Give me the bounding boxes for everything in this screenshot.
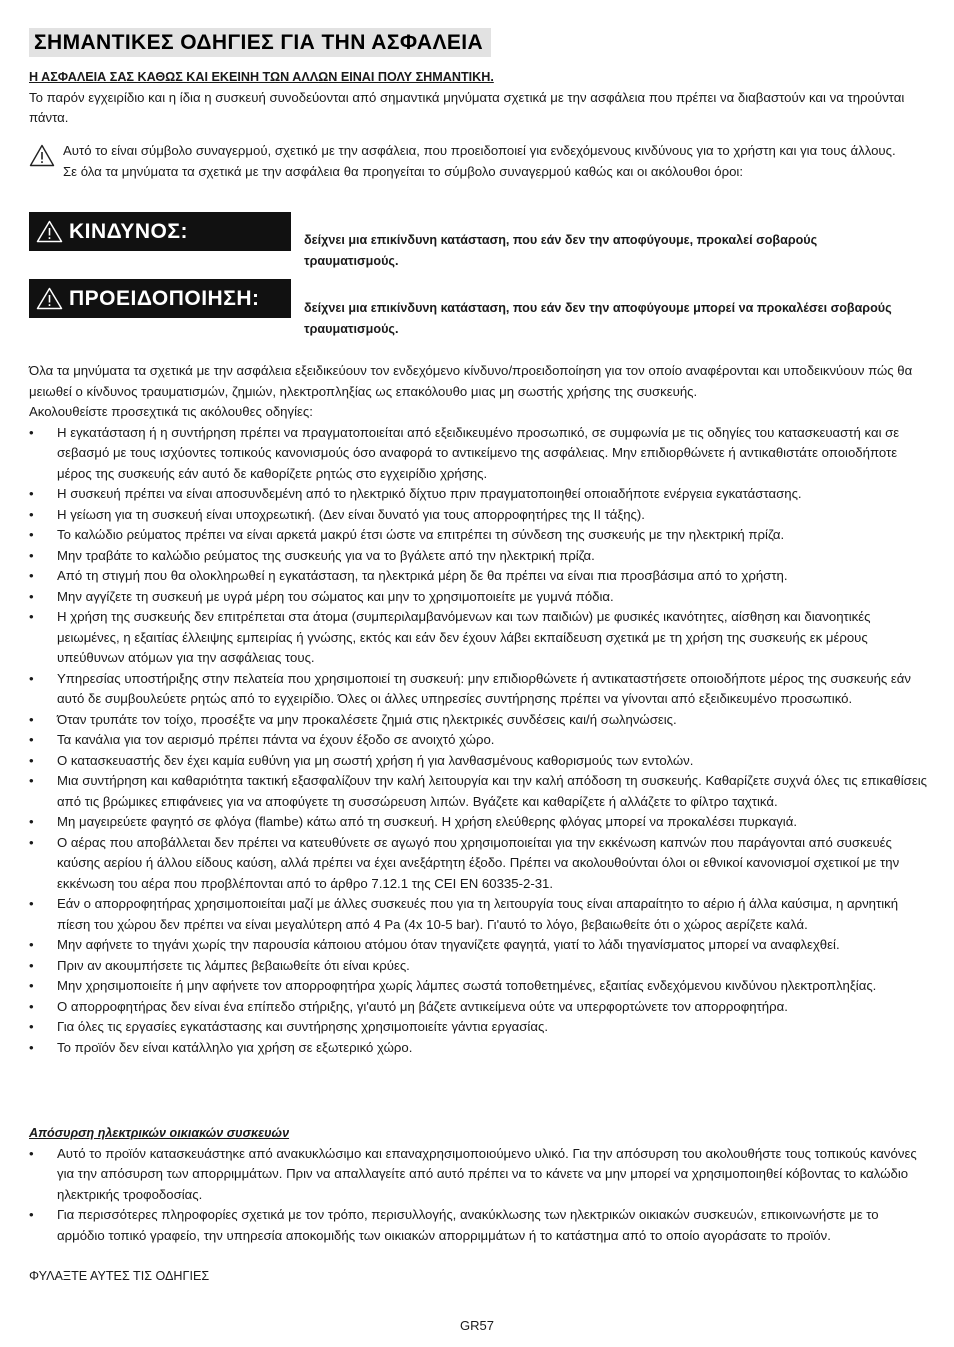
list-item: • Μην αγγίζετε τη συσκευή με υγρά μέρη του σώματος και μην το χρησιμοποιείτε με γυμνά πόδια. (29, 587, 927, 608)
intro-text: Το παρόν εγχειρίδιο και η ίδια η συσκευή συνοδεύονται από σημαντικά μηνύματα σχετικά με την ασφάλεια που πρέπει να διαβαστούν και να τηρούνται πάντα. (29, 89, 905, 125)
general-follow: Ακολουθείστε προσεχτικά τις ακόλουθες οδηγίες: (29, 404, 313, 419)
danger-label-box (29, 212, 291, 251)
list-item: • Όταν τρυπάτε τον τοίχο, προσέξτε να μην προκαλέσετε ζημιά στις ηλεκτρικές συνδέσεις και/ή σωληνώσεις. (29, 710, 927, 731)
warning-label-box (29, 279, 291, 318)
list-item: • Μην χρησιμοποιείτε ή μην αφήνετε τον απορροφητήρα χωρίς λάμπες σωστά τοποθετημένες, εξαιτίας ενδεχόμενου κινδύνου ηλεκτροπληξίας. (29, 976, 927, 997)
list-item: • Ο αέρας που αποβάλλεται δεν πρέπει να κατευθύνετε σε αγωγό που χρησιμοποιείται για την εκκένωση καπνών που παράγονται από συσκευές καύσης αερίου ή άλλου είδους καύση, αλλά πρέπει να έχει ανεξάρτητη έξοδο. Πρέπει να ακολουθούνται όλοι οι εθνικοί κανονισμοί σχετικοί με την εκκένωση του αέρα που προβλέπονται από το άρθρο 7.12.1 της CEI EN 60335-2-31. (29, 833, 927, 895)
disposal-heading: Απόσυρση ηλεκτρικών οικιακών συσκευών (29, 1126, 290, 1140)
list-item: • Το καλώδιο ρεύματος πρέπει να είναι αρκετά μακρύ έτσι ώστε να επιτρέπει τη σύνδεση της συσκευής με την ηλεκτρική πρίζα. (29, 525, 927, 546)
list-item: • Ο κατασκευαστής δεν έχει καμία ευθύνη για μη σωστή χρήση ή για λανθασμένους καθορισμούς των εντολών. (29, 751, 927, 772)
warning-triangle-icon (36, 220, 63, 243)
intro-heading: Η ΑΣΦΑΛΕΙΑ ΣΑΣ ΚΑΘΩΣ ΚΑΙ ΕΚΕΙΝΗ ΤΩΝ ΑΛΛΩΝ ΕΙΝΑΙ ΠΟΛΥ ΣΗΜΑΝΤΙΚΗ. (29, 70, 494, 84)
list-item: • Για όλες τις εργασίες εγκατάστασης και συντήρησης χρησιμοποιείτε γάντια εργασίας. (29, 1017, 927, 1038)
general-section (29, 361, 927, 1058)
page-title: ΣΗΜΑΝΤΙΚΕΣ ΟΔΗΓΙΕΣ ΓΙΑ ΤΗΝ ΑΣΦΑΛΕΙΑ (29, 28, 491, 57)
list-item: • Πριν αν ακουμπήσετε τις λάμπες βεβαιωθείτε ότι είναι κρύες. (29, 956, 927, 977)
danger-description: δείχνει μια επικίνδυνη κατάσταση, που εάν δεν την αποφύγουμε, προκαλεί σοβαρούς τραυματισμούς. (304, 233, 818, 268)
alarm-section (29, 141, 927, 182)
list-item: • Η συσκευή πρέπει να είναι αποσυνδεμένη από το ηλεκτρικό δίχτυο πριν πραγματοποιηθεί οποιαδήποτε ενέργεια εγκατάστασης. (29, 484, 927, 505)
warning-description: δείχνει μια επικίνδυνη κατάσταση, που εάν δεν την αποφύγουμε μπορεί να προκαλέσει σοβαρούς τραυματισμούς. (304, 301, 892, 336)
list-item: • Από τη στιγμή που θα ολοκληρωθεί η εγκατάσταση, τα ηλεκτρικά μέρη δε θα πρέπει να είναι πια προσβάσιμα από το χρήστη. (29, 566, 927, 587)
list-item: • Η γείωση για τη συσκευή είναι υποχρεωτική. (Δεν είναι δυνατό για τους απορροφητήρες της ΙΙ τάξης). (29, 505, 927, 526)
list-item: • Για περισσότερες πληροφορίες σχετικά με τον τρόπο, περισυλλογής, ανακύκλωσης των ηλεκτρικών οικιακών συσκευών, επικοινωνήστε με το αρμόδιο τοπικό γραφείο, την υπηρεσία αποκομιδής των οικιακών απορριμμάτων ή το κατάστημα από το οποίο αγοράσατε το προϊόν. (29, 1205, 927, 1246)
alarm-text-1: Αυτό το είναι σύμβολο συναγερμού, σχετικό με την ασφάλεια, που προειδοποιεί για ενδεχόμενους κινδύνους για το χρήστη και για τους άλλους. (63, 143, 896, 158)
list-item: • Υπηρεσίας υποστήριξης στην πελατεία που χρησιμοποιεί τη συσκευή: μην επιδιορθώνετε ή αντικαταστήσετε οποιοδήποτε μέρος της συσκευής εάν αυτό δε συμβουλεύετε ρητώς από το εγχειρίδιο. Όλες οι άλλες υπηρεσίες συντήρησης πρέπει να γίνονται από εξειδικευμένο προσωπικό. (29, 669, 927, 710)
list-item: • Τα κανάλια για τον αερισμό πρέπει πάντα να έχουν έξοδο σε ανοιχτό χώρο. (29, 730, 927, 751)
list-item: • Αυτό το προϊόν κατασκευάστηκε από ανακυκλώσιμο και επαναχρησιμοποιούμενο υλικό. Για την απόσυρση του ακολουθήστε τους τοπικούς κανόνες για την απόσυρση των απορριμμάτων. Πριν να απαλλαγείτε από αυτό πρέπει να το κάνετε να μην μπορεί να χρησιμοποιηθεί κόβοντας το καλώδιο ηλεκτρικής τροφοδοσίας. (29, 1144, 927, 1206)
page-number: GR57 (460, 1318, 494, 1333)
list-item: • Το προϊόν δεν είναι κατάλληλο για χρήση σε εξωτερικό χώρο. (29, 1038, 927, 1059)
list-item: • Μην τραβάτε το καλώδιο ρεύματος της συσκευής για να το βγάλετε από την ηλεκτρική πρίζα. (29, 546, 927, 567)
disposal-list (29, 1144, 927, 1247)
warning-triangle-icon (29, 144, 55, 167)
warning-label: ΠΡΟΕΙΔΟΠΟΙΗΣΗ: (69, 286, 260, 310)
intro-section (29, 67, 927, 129)
alarm-text-2: Σε όλα τα μηνύματα τα σχετικά με την ασφάλεια θα προηγείται το σύμβολο συναγερμού καθώς και οι ακόλουθοι όροι: (63, 163, 744, 179)
list-item: • Η εγκατάσταση ή η συντήρηση πρέπει να πραγματοποιείται από εξειδικευμένο προσωπικό, σε συμφωνία με τις οδηγίες του κατασκευαστή και σε σεβασμό με τους ισχύοντες τοπικούς κανονισμούς όσο αναφορά το αντικείμενο της ασφάλειας. Μην επιδιορθώνετε ή αντικαθιστάτε οποιοδήποτε μέρος της συσκευής εάν αυτό δε καθορίζετε ρητώς στο εγχειρίδιο χρήσης. (29, 423, 927, 485)
safety-list (29, 423, 927, 1059)
list-item: • Ο απορροφητήρας δεν είναι ένα επίπεδο στήριξης, γι'αυτό μη βάζετε αντικείμενα ούτε να υπερφορτώνετε τον απορροφητήρα. (29, 997, 927, 1018)
list-item: • Μια συντήρηση και καθαριότητα τακτική εξασφαλίζουν την καλή λειτουργία και την καλή απόδοση τη συσκευής. Καθαρίζετε συχνά όλες τις επικαθίσεις από τις βρώμικες επιφάνειες για να αποφύγετε τη συσσώρευση λιπών. Βγάζετε και καθαρίζετε ή αλλάζετε το φίλτρο ταχτικά. (29, 771, 927, 812)
danger-label: ΚΙΝΔΥΝΟΣ: (69, 219, 188, 243)
disposal-section (29, 1123, 927, 1246)
save-instructions: ΦΥΛΑΞΤΕ ΑΥΤΕΣ ΤΙΣ ΟΔΗΓΙΕΣ (29, 1269, 210, 1283)
list-item: • Μην αφήνετε το τηγάνι χωρίς την παρουσία κάποιου ατόμου όταν τηγανίζετε φαγητά, γιατί το λάδι τηγανίσματος μπορεί να αναφλεχθεί. (29, 935, 927, 956)
warning-triangle-icon (36, 287, 63, 310)
general-text: Όλα τα μηνύματα τα σχετικά με την ασφάλεια εξειδικεύουν τον ενδεχόμενο κίνδυνο/προειδοποίηση για τον οποίο αναφέρονται και υποδεικνύουν πώς θα μειωθεί ο κίνδυνος τραυματισμών, ζημιών, ηλεκτροπληξίας ως επακόλουθο μιας μη σωστής χρήσης της συσκευής. (29, 363, 913, 399)
list-item: • Η χρήση της συσκευής δεν επιτρέπεται στα άτομα (συμπεριλαμβανόμενων και των παιδιών) με φυσικές ικανότητες, αίσθηση και διανοητικές μειωμένες, η εξαιτίας έλλειψης εμπειρίας ή γνώσης, εκτός και εάν δεν έχουν λάβει εκπαίδευση σχετικά με τη χρήση της συσκευής εκ μέρους υπεύθυνων ατόμων για την ασφάλειας τους. (29, 607, 927, 669)
list-item: • Εάν ο απορροφητήρας χρησιμοποιείται μαζί με άλλες συσκευές που για τη λειτουργία τους είναι απαραίτητο το αέριο ή άλλα καύσιμα, η αρνητική πίεση του χώρου δεν πρέπει να είναι μεγαλύτερη από 4 Pa (4x 10-5 bar). Γι'αυτό το λόγο, βεβαιωθείτε ότι ο χώρος αερίζετε καλά. (29, 894, 927, 935)
list-item: • Μη μαγειρεύετε φαγητό σε φλόγα (flambe) κάτω από τη συσκευή. Η χρήση ελεύθερης φλόγας μπορεί να προκαλέσει πυρκαγιά. (29, 812, 927, 833)
